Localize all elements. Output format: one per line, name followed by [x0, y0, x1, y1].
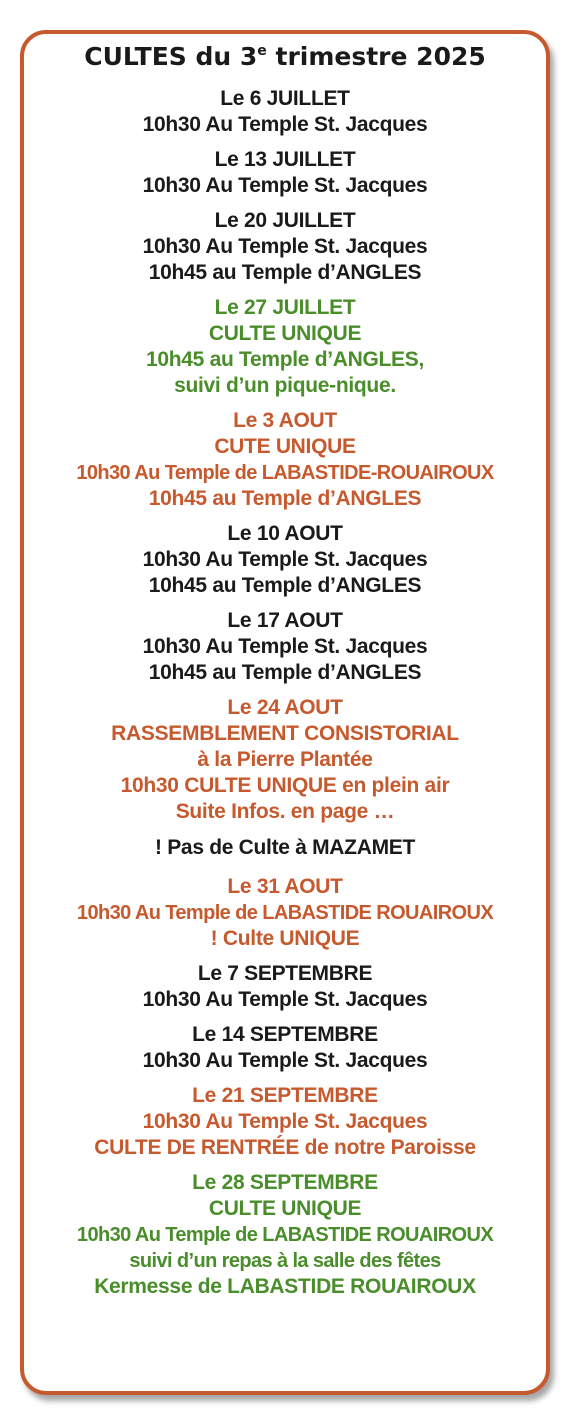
service-detail: 10h45 au Temple d’ANGLES — [148, 487, 422, 510]
service-date: Le 21 SEPTEMBRE — [192, 1084, 378, 1107]
service-list — [24, 86, 546, 1309]
service-detail: 10h30 Au Temple de LABASTIDE ROUAIROUX — [76, 902, 494, 924]
service-entry — [24, 874, 546, 952]
service-detail: 10h30 Au Temple St. Jacques — [142, 1049, 428, 1072]
service-detail: 10h45 au Temple d’ANGLES — [148, 574, 422, 597]
service-date: Le 10 AOUT — [227, 522, 343, 545]
title-superscript: e — [257, 43, 267, 59]
title-prefix: CULTES du 3 — [84, 42, 258, 71]
service-detail: 10h30 Au Temple St. Jacques — [142, 1110, 428, 1133]
service-detail: 10h30 Au Temple St. Jacques — [142, 635, 428, 658]
service-date: Le 7 SEPTEMBRE — [197, 962, 373, 985]
service-detail: CULTE UNIQUE — [208, 1197, 362, 1220]
service-detail: CULTE UNIQUE — [208, 322, 362, 345]
service-entry — [24, 1170, 546, 1300]
schedule-card — [20, 30, 550, 1395]
service-date: Le 13 JUILLET — [214, 148, 356, 171]
service-detail: 10h30 Au Temple St. Jacques — [142, 174, 428, 197]
service-date: Le 27 JUILLET — [214, 296, 356, 319]
service-detail: 10h45 au Temple d’ANGLES — [148, 661, 422, 684]
service-entry — [24, 208, 546, 286]
service-detail: 10h30 Au Temple St. Jacques — [142, 113, 428, 136]
service-date: Le 17 AOUT — [227, 609, 343, 632]
service-entry — [24, 147, 546, 199]
service-entry — [24, 408, 546, 512]
service-detail: RASSEMBLEMENT CONSISTORIAL — [111, 722, 459, 745]
service-detail: à la Pierre Plantée — [197, 748, 373, 771]
service-date: Le 6 JUILLET — [220, 87, 350, 110]
service-detail: 10h30 Au Temple de LABASTIDE-ROUAIROUX — [76, 462, 494, 484]
service-detail: 10h45 au Temple d’ANGLES, — [145, 348, 425, 371]
service-detail: ! Pas de Culte à MAZAMET — [155, 836, 415, 859]
service-detail: 10h30 Au Temple de LABASTIDE ROUAIROUX — [76, 1224, 494, 1246]
service-entry — [24, 86, 546, 138]
service-detail: 10h45 au Temple d’ANGLES — [148, 261, 422, 284]
service-detail: 10h30 Au Temple St. Jacques — [142, 548, 428, 571]
service-entry — [24, 1022, 546, 1074]
service-detail: 10h30 Au Temple St. Jacques — [142, 988, 428, 1011]
title-suffix: trimestre 2025 — [266, 42, 486, 71]
service-detail: 10h30 Au Temple St. Jacques — [142, 235, 428, 258]
service-detail: suivi d’un pique-nique. — [174, 374, 396, 397]
service-date: Le 28 SEPTEMBRE — [192, 1171, 378, 1194]
service-entry — [24, 521, 546, 599]
service-date: Le 24 AOUT — [227, 696, 343, 719]
service-date: Le 3 AOUT — [233, 409, 337, 432]
service-date: Le 20 JUILLET — [214, 209, 356, 232]
service-detail: Suite Infos. en page … — [175, 800, 395, 823]
service-entry — [24, 295, 546, 399]
service-detail: Kermesse de LABASTIDE ROUAIROUX — [94, 1275, 476, 1298]
service-entry — [24, 695, 546, 825]
notice-entry — [24, 835, 546, 861]
service-date: Le 31 AOUT — [227, 875, 343, 898]
service-date: Le 14 SEPTEMBRE — [192, 1023, 378, 1046]
schedule-title — [24, 42, 546, 71]
service-detail: suivi d’un repas à la salle des fêtes — [129, 1250, 441, 1272]
service-detail: CULTE DE RENTRÉE de notre Paroisse — [94, 1136, 476, 1159]
service-entry — [24, 1083, 546, 1161]
service-detail: 10h30 CULTE UNIQUE en plein air — [120, 774, 450, 797]
service-entry — [24, 608, 546, 686]
service-detail: CUTE UNIQUE — [214, 435, 356, 458]
service-detail: ! Culte UNIQUE — [210, 927, 360, 950]
service-entry — [24, 961, 546, 1013]
